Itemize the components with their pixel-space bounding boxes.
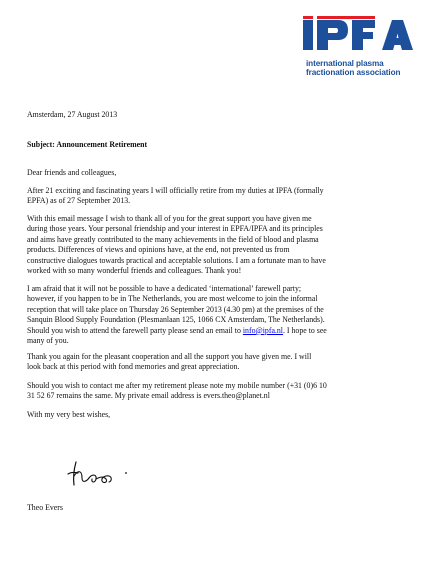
paragraph-line: and aims have greatly contributed to the many achievements in the field of blood and plasma: [27, 234, 319, 244]
paragraph-line: constructive dialogues towards practical and acceptable solutions. I am a fortunate man to have: [27, 255, 326, 265]
paragraph-line: however, if you happen to be in The Netherlands, you are most welcome to join the informal: [27, 294, 318, 304]
letter-date: Amsterdam, 27 August 2013: [27, 110, 118, 119]
logo-tagline: [306, 59, 400, 77]
paragraph-thanks: [27, 214, 326, 277]
signer-name: Theo Evers: [27, 503, 63, 512]
letter-closing: With my very best wishes,: [27, 410, 111, 419]
paragraph-line-with-email: [27, 326, 327, 336]
paragraph-line: products. Differences of views and opinions have, at the end, not prevented us from: [27, 245, 290, 255]
paragraph-line: many of you.: [27, 336, 69, 346]
email-link[interactable]: info@ipfa.nl: [242, 325, 283, 335]
text-after-email: . I hope to see: [283, 325, 327, 335]
paragraph-retirement: [27, 186, 324, 207]
paragraph-line: With this email message I wish to thank all of you for the great support you have given me: [27, 214, 312, 223]
paragraph-line: look back at this period with fond memories and great appreciation.: [27, 362, 240, 372]
paragraph-line: Sanquin Blood Supply Foundation (Plesmanlaan 125, 1066 CX Amsterdam, The Netherlands).: [27, 315, 325, 325]
logo-tagline-line1: international plasma: [306, 59, 384, 68]
paragraph-line: Should you wish to contact me after my retirement please note my mobile number (+31 (0)6 10: [27, 381, 327, 390]
ipfa-logo-mark: [302, 16, 414, 56]
paragraph-contact: [27, 381, 327, 402]
text-before-email: Should you wish to attend the farewell party please send an email to: [27, 325, 243, 335]
paragraph-line: 31 52 67 remains the same. My private email address is evers.theo@planet.nl: [27, 391, 270, 401]
paragraph-line: After 21 exciting and fascinating years I will officially retire from my duties at IPFA (formally: [27, 186, 324, 195]
letter-salutation: Dear friends and colleagues,: [27, 168, 117, 177]
paragraph-line: worked with so many wonderful friends and colleagues. Thank you!: [27, 266, 242, 276]
paragraph-line: EPFA) as of 27 September 2013.: [27, 196, 131, 206]
letter-subject: Subject: Announcement Retirement: [27, 140, 148, 149]
handwritten-signature: [62, 452, 142, 497]
logo-tagline-line2: fractionation association: [306, 68, 401, 77]
paragraph-line: I am afraid that it will not be possible to have a dedicated ‘international’ farewell party;: [27, 284, 302, 293]
paragraph-line: reception that will take place on Thursday 26 September 2013 (4.30 pm) at the premises of the: [27, 304, 324, 314]
paragraph-farewell-party: [27, 284, 327, 347]
paragraph-line: during those years. Your personal friendship and your interest in EPFA/IPFA and its principles: [27, 224, 323, 234]
paragraph-appreciation: [27, 352, 311, 373]
paragraph-line: Thank you again for the pleasant cooperation and all the support you have given me. I will: [27, 352, 312, 361]
ipfa-logo: [302, 16, 414, 86]
